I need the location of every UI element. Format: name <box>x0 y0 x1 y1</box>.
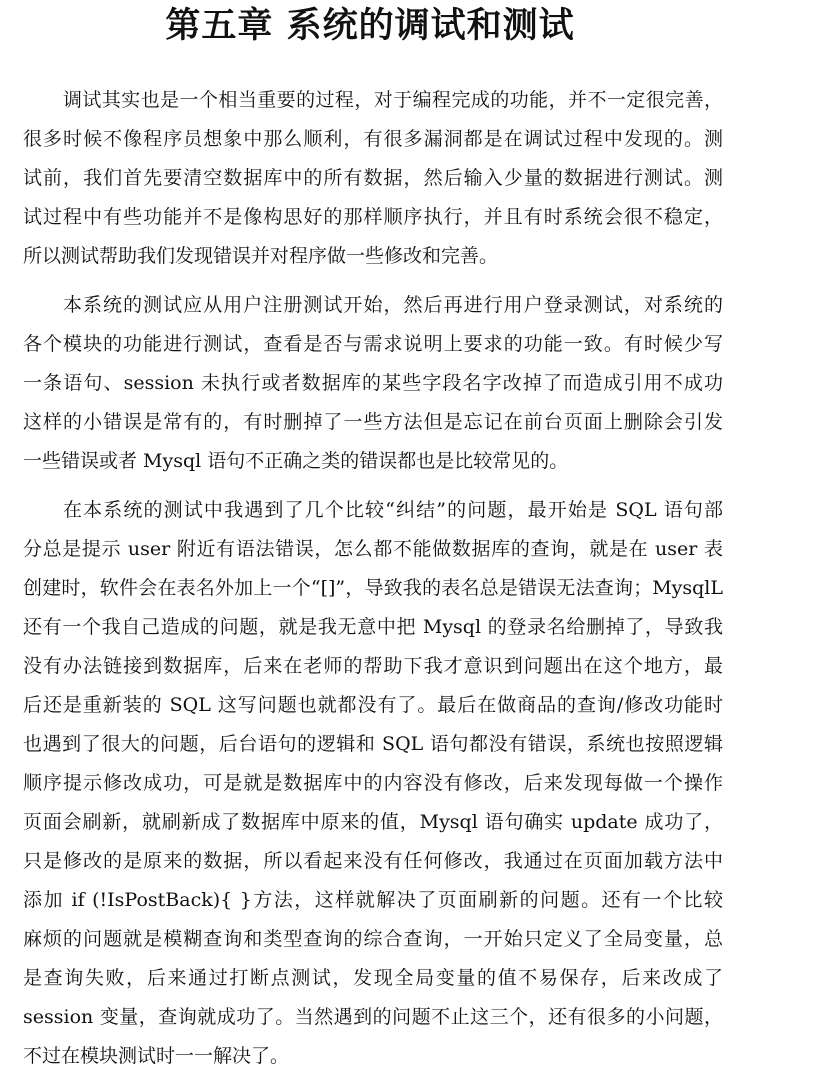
paragraph-1-line-4: 试过程中有些功能并不是像构思好的那样顺序执行，并且有时系统会很不稳定， <box>23 206 723 228</box>
paragraph-1-line-5: 所以测试帮助我们发现错误并对程序做一些修改和完善。 <box>23 245 499 267</box>
paragraph-3-line-13: 是查询失败，后来通过打断点测试，发现全局变量的值不易保存，后来改成了 <box>23 967 723 989</box>
paragraph-3-line-11: 添加 if (!IsPostBack){ }方法，这样就解决了页面刷新的问题。还有一个比较 <box>23 889 723 911</box>
paragraph-3-line-12: 麻烦的问题就是模糊查询和类型查询的综合查询，一开始只定义了全局变量，总 <box>23 928 723 950</box>
paragraph-3-line-10: 只是修改的是原来的数据，所以看起来没有任何修改，我通过在页面加载方法中 <box>23 850 723 872</box>
page-title: 第五章 系统的调试和测试 <box>165 5 575 46</box>
paragraph-1-line-1: 调试其实也是一个相当重要的过程，对于编程完成的功能，并不一定很完善， <box>63 89 723 111</box>
paragraph-2-line-5: 一些错误或者 Mysql 语句不正确之类的错误都也是比较常见的。 <box>23 450 569 472</box>
paragraph-3-line-5: 没有办法链接到数据库，后来在老师的帮助下我才意识到问题出在这个地方，最 <box>23 655 723 677</box>
paragraph-2-line-3: 一条语句、session 未执行或者数据库的某些字段名字改掉了而造成引用不成功 <box>23 372 723 394</box>
paragraph-3-line-14: session 变量，查询就成功了。当然遇到的问题不止这三个，还有很多的小问题， <box>23 1006 723 1028</box>
paragraph-3-line-6: 后还是重新装的 SQL 这写问题也就都没有了。最后在做商品的查询/修改功能时 <box>23 694 723 716</box>
paragraph-2-line-1: 本系统的测试应从用户注册测试开始，然后再进行用户登录测试，对系统的 <box>63 294 723 316</box>
paragraph-1-line-3: 试前，我们首先要清空数据库中的所有数据，然后输入少量的数据进行测试。测 <box>23 167 723 189</box>
paragraph-2-line-4: 这样的小错误是常有的，有时删掉了一些方法但是忘记在前台页面上删除会引发 <box>23 411 723 433</box>
paragraph-3-line-7: 也遇到了很大的问题，后台语句的逻辑和 SQL 语句都没有错误，系统也按照逻辑 <box>23 733 723 755</box>
paragraph-3-line-2: 分总是提示 user 附近有语法错误，怎么都不能做数据库的查询，就是在 user 表 <box>23 538 723 560</box>
paragraph-3-line-15: 不过在模块测试时一一解决了。 <box>23 1045 290 1067</box>
paragraph-3-line-1: 在本系统的测试中我遇到了几个比较“纠结”的问题，最开始是 SQL 语句部 <box>63 499 723 521</box>
paragraph-3-line-8: 顺序提示修改成功，可是就是数据库中的内容没有修改，后来发现每做一个操作 <box>23 772 723 794</box>
paragraph-3-line-3: 创建时，软件会在表名外加上一个“[]”，导致我的表名总是错误无法查询；MysqlL <box>23 577 723 599</box>
paragraph-1-line-2: 很多时候不像程序员想象中那么顺利，有很多漏洞都是在调试过程中发现的。测 <box>23 128 723 150</box>
paragraph-3-line-9: 页面会刷新，就刷新成了数据库中原来的值，Mysql 语句确实 update 成功了， <box>23 811 723 833</box>
paragraph-2-line-2: 各个模块的功能进行测试，查看是否与需求说明上要求的功能一致。有时候少写 <box>23 333 723 355</box>
paragraph-3-line-4: 还有一个我自己造成的问题，就是我无意中把 Mysql 的登录名给删掉了，导致我 <box>23 616 723 638</box>
